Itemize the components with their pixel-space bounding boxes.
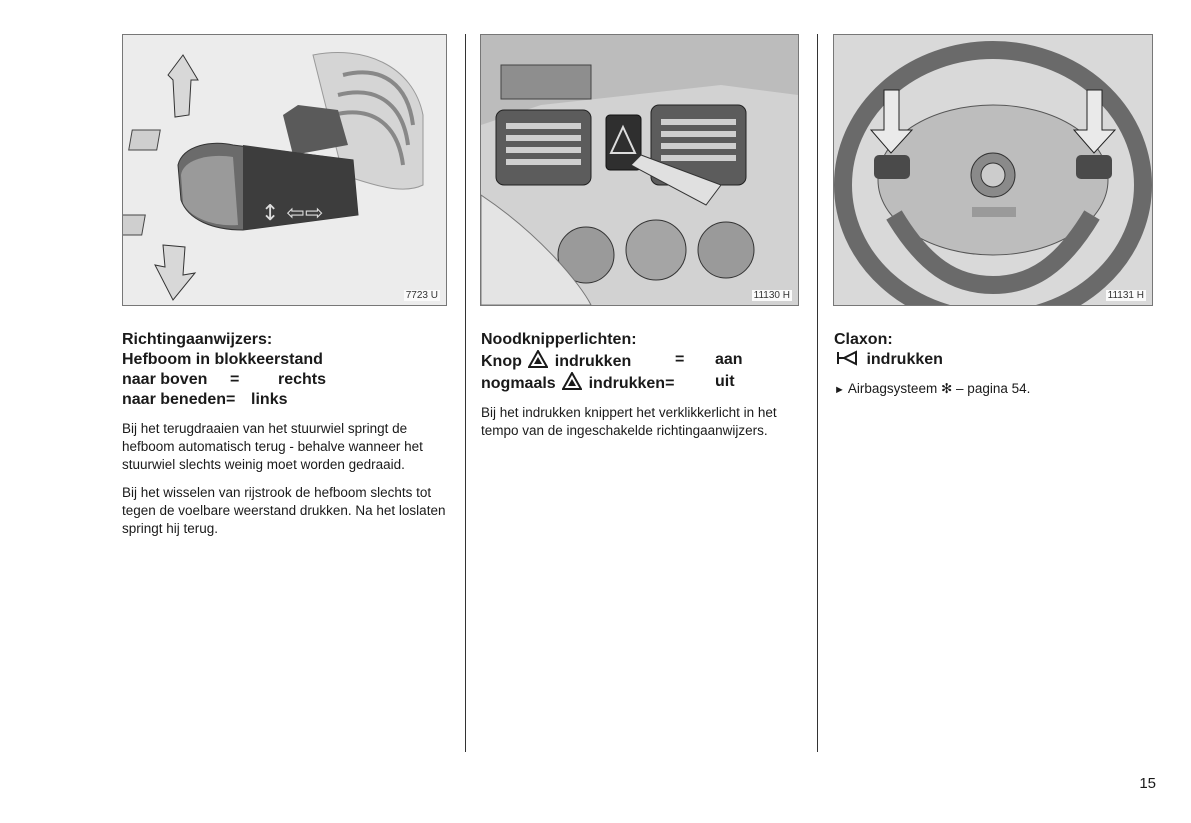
horn-section bbox=[834, 330, 1154, 399]
figure-code: 11131 H bbox=[1107, 290, 1144, 301]
paragraph-lane-change: Bij het wisselen van rijstrook de hefboom slechts tot tegen de voelbare weerstand drukken. Na het loslaten springt hij terug. bbox=[122, 485, 446, 536]
equals-sign: = bbox=[675, 351, 685, 368]
steering-wheel-illustration bbox=[834, 35, 1152, 305]
horn-action-line bbox=[834, 350, 1154, 370]
svg-text:↕ ⇦⇨: ↕ ⇦⇨ bbox=[261, 201, 324, 226]
page-number: 15 bbox=[1139, 775, 1156, 792]
hazard-on-label: Knop bbox=[481, 353, 522, 370]
paragraph-hazard: Bij het indrukken knippert het verklikkerlicht in het tempo van de ingeschakelde richtingaanwijzers. bbox=[481, 405, 777, 438]
lever-up-result: rechts bbox=[278, 371, 327, 388]
figure-code: 11130 H bbox=[753, 290, 790, 301]
equals-sign: = bbox=[230, 371, 240, 388]
section-title: Richtingaanwijzers: bbox=[122, 331, 273, 348]
section-title: Claxon: bbox=[834, 331, 893, 348]
horn-icon bbox=[836, 350, 860, 366]
equals-sign: = bbox=[226, 391, 236, 408]
horn-action-text: indrukken bbox=[866, 351, 943, 368]
turn-signal-lever-figure bbox=[122, 34, 447, 306]
hazard-on-row bbox=[481, 350, 801, 372]
bullet-arrow-icon: ► bbox=[834, 384, 845, 396]
figure-code: 7723 U bbox=[405, 290, 438, 301]
lever-up-label: naar boven bbox=[122, 371, 208, 388]
column-divider-left bbox=[465, 34, 466, 752]
hazard-on-action: indrukken bbox=[554, 353, 632, 370]
airbag-note bbox=[834, 380, 1154, 399]
hazard-off-label: nogmaals bbox=[481, 375, 556, 392]
airbag-symbol-icon: ✻ bbox=[940, 381, 953, 396]
column-divider-right bbox=[817, 34, 818, 752]
section-subtitle: Hefboom in blokkeerstand bbox=[122, 351, 323, 368]
hazard-triangle-icon bbox=[562, 372, 582, 390]
lever-down-row bbox=[122, 390, 452, 410]
steering-wheel-horn-figure bbox=[833, 34, 1153, 306]
hazard-off-row bbox=[481, 372, 801, 394]
hazard-on-result: aan bbox=[715, 351, 743, 368]
airbag-note-text: Airbagsysteem bbox=[847, 381, 938, 396]
hazard-triangle-icon bbox=[528, 350, 548, 368]
lever-down-result: links bbox=[251, 391, 288, 408]
hazard-switch-illustration bbox=[481, 35, 798, 305]
lever-up-row bbox=[122, 370, 452, 390]
hazard-off-result: uit bbox=[715, 373, 735, 390]
equals-sign: = bbox=[665, 375, 675, 392]
hazard-off-action: indrukken bbox=[588, 375, 666, 392]
page-reference: – pagina 54. bbox=[956, 381, 1031, 396]
section-title: Noodknipperlichten: bbox=[481, 331, 637, 348]
lever-down-label: naar beneden bbox=[122, 391, 227, 408]
hazard-lights-section bbox=[481, 330, 801, 440]
paragraph-return: Bij het terugdraaien van het stuurwiel springt de hefboom automatisch terug - behalve wanneer het stuurwiel slechts weinig moet worden gedraaid. bbox=[122, 421, 423, 472]
hazard-switch-figure bbox=[480, 34, 799, 306]
turn-signal-lever-illustration bbox=[123, 35, 446, 305]
turn-signals-section bbox=[122, 330, 452, 538]
